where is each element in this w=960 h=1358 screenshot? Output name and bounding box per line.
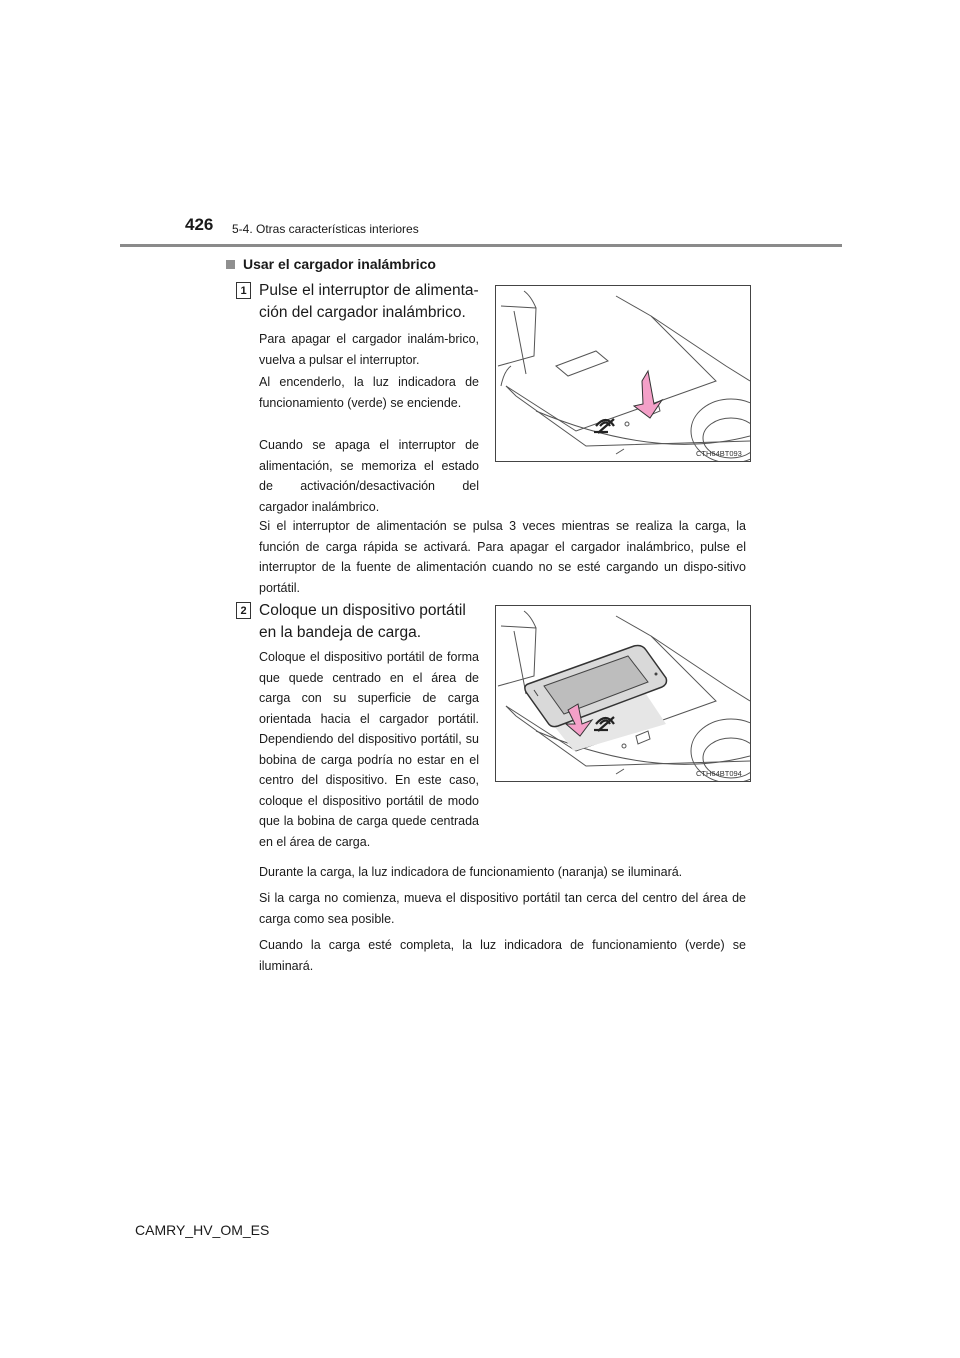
step-1-paragraph: Al encenderlo, la luz indicadora de funcionamiento (verde) se enciende.: [259, 375, 479, 410]
wireless-charger-switch-illustration: [495, 285, 751, 462]
figure-code: CTH64BT094: [696, 769, 742, 778]
step-1-title: [259, 280, 479, 324]
step-number-2: 2: [236, 602, 251, 619]
device-on-charging-tray-illustration: [495, 605, 751, 782]
step-1-paragraph: Para apagar el cargador inalám-brico, vuelva a pulsar el interruptor.: [259, 332, 479, 367]
step-2-title-line: Coloque un dispositivo portátil: [259, 602, 466, 619]
step-2-note: Cuando la carga esté completa, la luz indicadora de funcionamiento (verde) se iluminará.: [259, 938, 746, 973]
page-number: 426: [185, 215, 214, 234]
charger-tray-drawing: [496, 286, 750, 461]
step-1-note: Si el interruptor de alimentación se pulsa 3 veces mientras se realiza la carga, la función de carga rápida se activará. Para apagar el cargador inalámbrico, pulse el interruptor de la fuente de alimentación cuando no se esté cargando un dispo-sitivo portátil.: [259, 519, 746, 595]
step-2-note: Durante la carga, la luz indicadora de funcionamiento (naranja) se iluminará.: [259, 865, 683, 879]
section-heading-text: Usar el cargador inalámbrico: [243, 256, 436, 272]
step-2-paragraph: Coloque el dispositivo portátil de forma que quede centrado en el área de carga con su superficie de carga orientada hacia el cargador portátil. Dependiendo del dispositivo portátil, su bobina de carga podría no estar en el centro del dispositivo. En este caso, coloque el dispositivo portátil de modo que la bobina de carga quede centrada en el área de carga.: [259, 650, 479, 849]
step-1-paragraph: Cuando se apaga el interruptor de alimentación, se memoriza el estado de activación/desactivación del cargador inalámbrico.: [259, 438, 479, 514]
figure-code: CTH64BT093: [696, 449, 742, 458]
step-2-title-line: en la bandeja de carga.: [259, 624, 422, 641]
square-bullet-icon: [226, 260, 235, 269]
step-1-title-line: Pulse el interruptor de alimenta-: [259, 282, 479, 299]
section-heading: [226, 256, 436, 272]
header-divider: [120, 244, 842, 247]
step-number-1: 1: [236, 282, 251, 299]
step-1-title-line: ción del cargador inalámbrico.: [259, 304, 466, 321]
section-title: 5-4. Otras características interiores: [232, 222, 419, 236]
charging-tray-device-drawing: [496, 606, 750, 781]
press-arrow-icon: [634, 371, 662, 418]
document-code: CAMRY_HV_OM_ES: [135, 1222, 270, 1238]
step-2-title: [259, 600, 481, 644]
step-2-note: Si la carga no comienza, mueva el dispositivo portátil tan cerca del centro del área de carga como sea posible.: [259, 891, 746, 926]
wireless-charging-symbol: [594, 419, 614, 433]
